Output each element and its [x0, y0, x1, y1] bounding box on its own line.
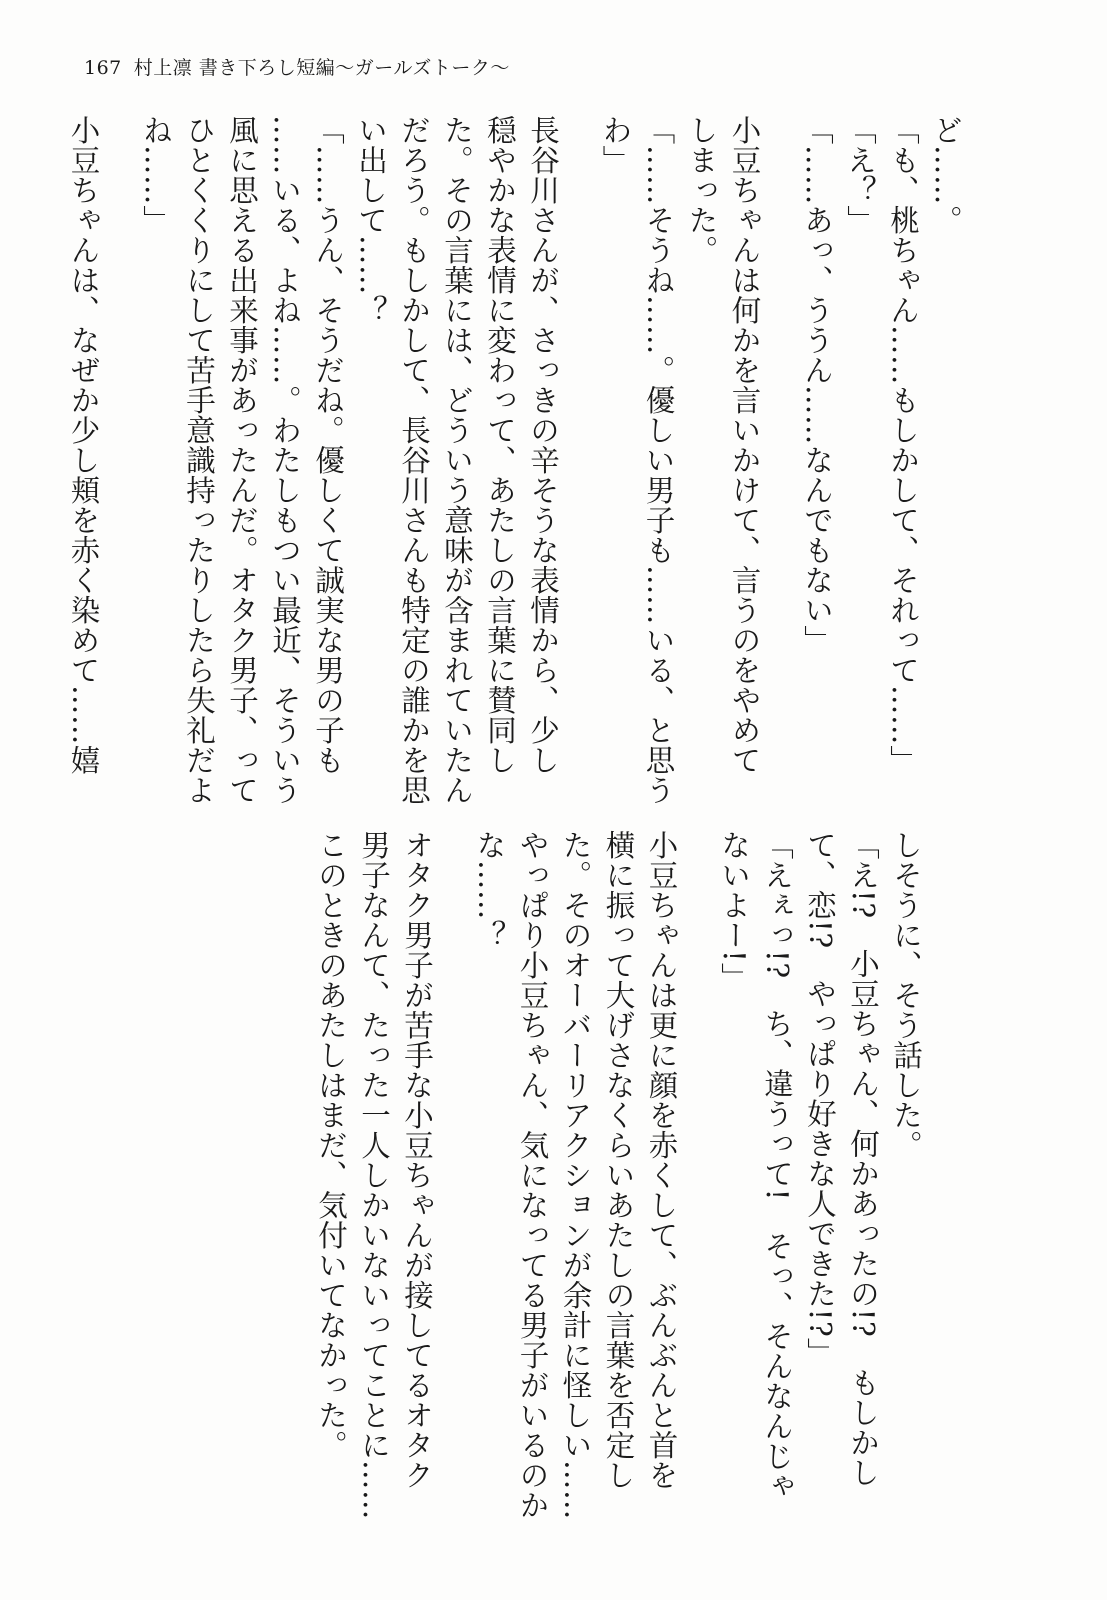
text-line: 横に振って大げさなくらいあたしの言葉を否定し — [601, 830, 636, 1490]
text-line: 男子なんて、たった一人しかいないってことに…… — [357, 830, 391, 1520]
text-line: しそうに、そう話した。 — [889, 830, 923, 1160]
text-line: い出して……？ — [354, 115, 388, 325]
text-line: 風に思える出来事があったんだ。オタク男子、って — [225, 115, 259, 805]
text-line: 「も、桃ちゃん……もしかして、それって……」 — [886, 115, 920, 775]
text-line: な……？ — [472, 830, 507, 950]
running-header — [84, 56, 510, 80]
text-line: ね……」 — [139, 115, 173, 235]
page-number: 167 — [84, 57, 122, 79]
text-block-upper — [62, 115, 968, 805]
text-line: 長谷川さんが、さっきの辛そうな表情から、少し — [526, 115, 560, 775]
text-line: ひとくくりにして苦手意識持ったりしたら失礼だよ — [182, 115, 216, 805]
chapter-title: 村上凛 書き下ろし短編〜ガールズトーク〜 — [133, 57, 510, 79]
text-line: 小豆ちゃんは何かを言いかけて、言うのをやめて — [727, 115, 762, 775]
text-line: 「え？」 — [843, 115, 877, 235]
text-line: 「……あっ、ううん……なんでもない」 — [800, 115, 834, 655]
text-line: 「……そうね……。優しい男子も……いる、と思う — [641, 115, 676, 805]
text-line: 「え!? 小豆ちゃん、何かあったの!? もしかし — [846, 830, 880, 1488]
text-line: 穏やかな表情に変わって、あたしの言葉に賛同し — [483, 115, 517, 775]
text-line: て、恋!? やっぱり好きな人できた!?」 — [803, 830, 837, 1368]
text-line: た。その言葉には、どういう意味が含まれていたん — [440, 115, 474, 805]
text-line: やっぱり小豆ちゃん、気になってる男子がいるのか — [515, 830, 550, 1520]
text-line: ……いる、よね……。わたしもつい最近、そういう — [268, 115, 302, 805]
text-line: わ」 — [598, 115, 633, 175]
text-line: た。そのオーバーリアクションが余計に怪しい…… — [558, 830, 593, 1520]
text-line: ないよー!」 — [717, 830, 751, 993]
text-line: 「……うん、そうだね。優しくて誠実な男の子も — [311, 115, 345, 775]
text-line: このときのあたしはまだ、気付いてなかった。 — [314, 830, 348, 1460]
text-line: 「えぇっ!? ち、違うって! そっ、そんなんじゃ — [760, 830, 794, 1502]
text-line: だろう。もしかして、長谷川さんも特定の誰かを思 — [397, 115, 431, 805]
text-block-lower — [309, 830, 927, 1520]
text-line: しまった。 — [684, 115, 719, 265]
text-line: 小豆ちゃんは更に顔を赤くして、ぶんぶんと首を — [644, 830, 679, 1490]
text-line: オタク男子が苦手な小豆ちゃんが接してるオタク — [400, 830, 434, 1490]
text-line: 小豆ちゃんは、なぜか少し頬を赤く染めて……嬉 — [66, 115, 101, 775]
text-line: ど……。 — [929, 115, 963, 235]
